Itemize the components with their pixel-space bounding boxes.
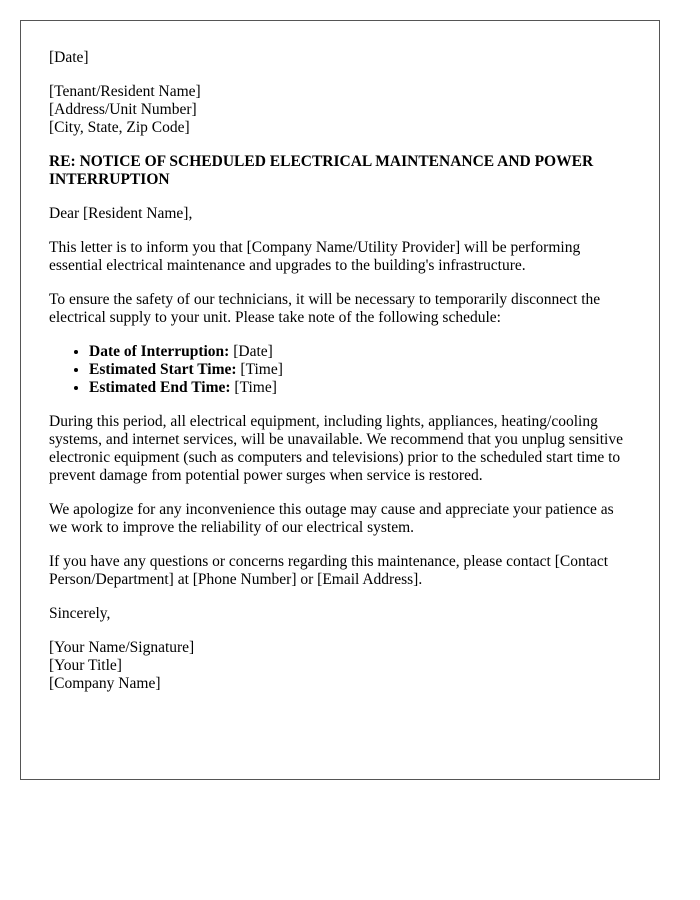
letter-date: [Date] [49,49,89,66]
recipient-name: [Tenant/Resident Name] [49,83,201,100]
letter-page [20,20,660,780]
schedule-label: Estimated Start Time: [89,361,237,378]
recipient-address: [Address/Unit Number] [49,101,197,118]
signature-title: [Your Title] [49,657,122,674]
schedule-value: [Time] [230,379,277,396]
signature-block [49,639,631,693]
schedule-list [49,343,631,397]
body-paragraph-safety: To ensure the safety of our technicians, it will be necessary to temporarily disconnect the electrical supply to your unit. Please take note of the following schedule: [49,291,601,326]
schedule-item-date [89,343,631,361]
subject-line: RE: NOTICE OF SCHEDULED ELECTRICAL MAINTENANCE AND POWER INTERRUPTION [49,153,594,188]
salutation: Dear [Resident Name], [49,205,193,222]
body-paragraph-intro: This letter is to inform you that [Company Name/Utility Provider] will be performing essential electrical maintenance and upgrades to the building's infrastructure. [49,239,581,274]
signature-company: [Company Name] [49,675,161,692]
body-paragraph-contact: If you have any questions or concerns regarding this maintenance, please contact [Contact Person/Department] at [Phone Number] or [Email Address]. [49,553,609,588]
schedule-item-start [89,361,631,379]
closing: Sincerely, [49,605,111,622]
recipient-block [49,83,631,137]
schedule-label: Estimated End Time: [89,379,231,396]
recipient-city: [City, State, Zip Code] [49,119,190,136]
body-paragraph-period: During this period, all electrical equipment, including lights, appliances, heating/cooling systems, and internet services, will be unavailable. We recommend that you unplug sensitive electronic equipment (such as computers and televisions) prior to the scheduled start time to prevent damage from potential power surges when service is restored. [49,413,623,484]
schedule-value: [Date] [229,343,273,360]
schedule-label: Date of Interruption: [89,343,230,360]
schedule-item-end [89,379,631,397]
body-paragraph-apology: We apologize for any inconvenience this outage may cause and appreciate your patience as we work to improve the reliability of our electrical system. [49,501,614,536]
schedule-value: [Time] [236,361,283,378]
signature-name: [Your Name/Signature] [49,639,195,656]
